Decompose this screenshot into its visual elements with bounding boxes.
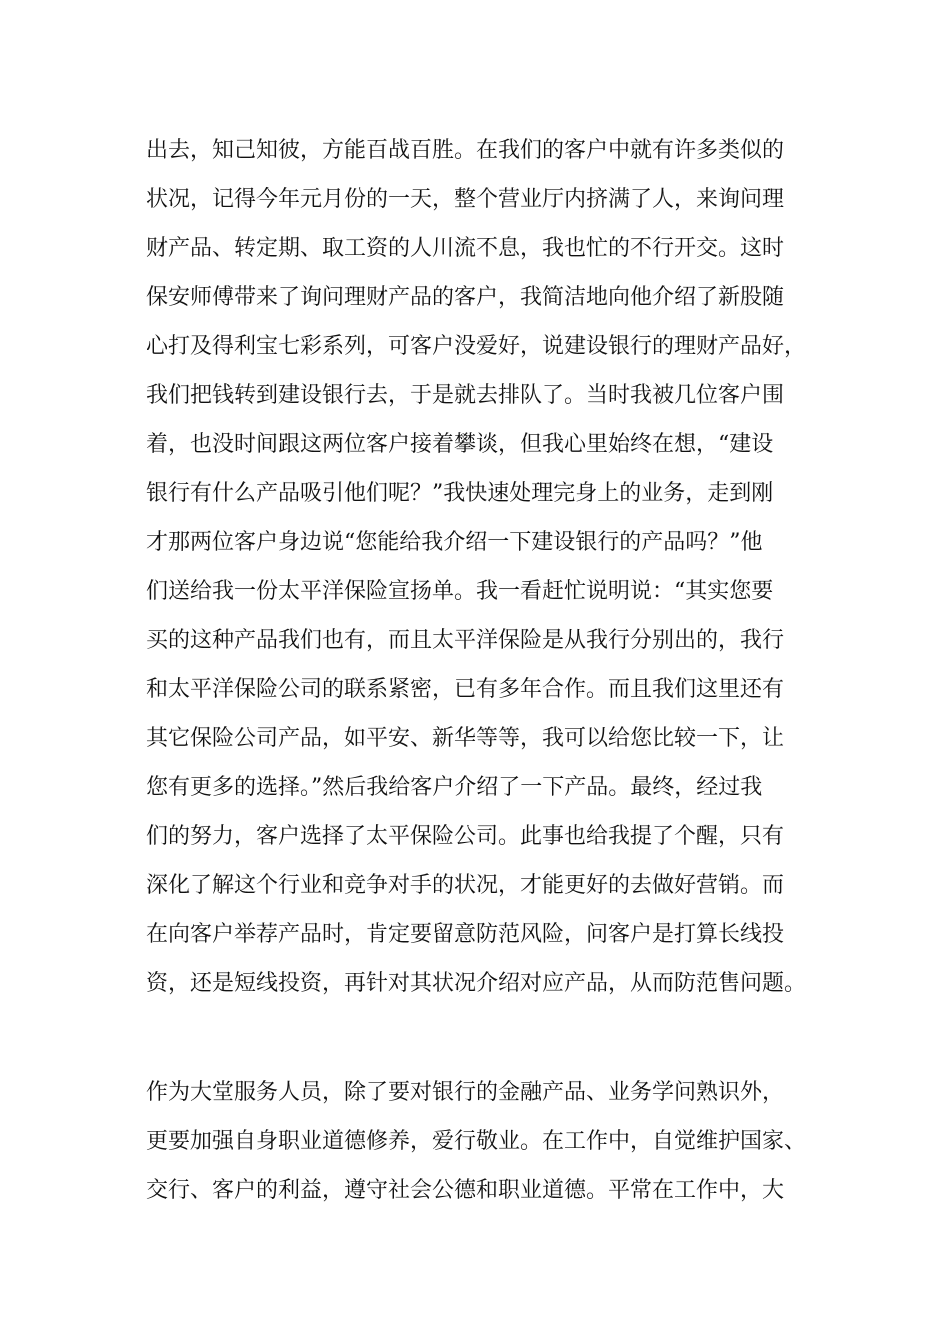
text-line: 更要加强自身职业道德修养，爱行敬业。在工作中，自觉维护国家、 (146, 1129, 807, 1154)
text-line: 资，还是短线投资，再针对其状况介绍对应产品，从而防范售问题。 (146, 971, 807, 996)
text-line: 其它保险公司产品，如平安、新华等等，我可以给您比较一下，让 (146, 726, 785, 751)
text-line: 您有更多的选择。”然后我给客户介绍了一下产品。最终，经过我 (146, 775, 763, 800)
text-line: 保安师傅带来了询问理财产品的客户，我简洁地向他介绍了新股随 (146, 285, 785, 310)
text-line: 买的这种产品我们也有，而且太平洋保险是从我行分别出的，我行 (146, 628, 785, 653)
text-line: 作为大堂服务人员，除了要对银行的金融产品、业务学问熟识外， (146, 1080, 785, 1105)
text-line: 深化了解这个行业和竞争对手的状况，才能更好的去做好营销。而 (146, 873, 785, 898)
text-line: 银行有什么产品吸引他们呢？”我快速处理完身上的业务，走到刚 (146, 481, 774, 506)
text-line: 交行、客户的利益，遵守社会公德和职业道德。平常在工作中，大 (146, 1178, 785, 1203)
text-line: 我们把钱转到建设银行去，于是就去排队了。当时我被几位客户围 (146, 383, 785, 408)
text-line: 们的努力，客户选择了太平保险公司。此事也给我提了个醒，只有 (146, 824, 785, 849)
text-line: 们送给我一份太平洋保险宣扬单。我一看赶忙说明说：“其实您要 (146, 579, 774, 604)
text-line: 状况，记得今年元月份的一天，整个营业厅内挤满了人，来询问理 (146, 187, 785, 212)
text-line: 才那两位客户身边说“您能给我介绍一下建设银行的产品吗？”他 (146, 530, 763, 555)
text-line: 和太平洋保险公司的联系紧密，已有多年合作。而且我们这里还有 (146, 677, 785, 702)
text-line: 着，也没时间跟这两位客户接着攀谈，但我心里始终在想，“建设 (146, 432, 774, 457)
text-line: 心打及得利宝七彩系列，可客户没爱好，说建设银行的理财产品好， (146, 334, 807, 359)
text-line: 财产品、转定期、取工资的人川流不息，我也忙的不行开交。这时 (146, 236, 785, 261)
text-line: 在向客户举荐产品时，肯定要留意防范风险，问客户是打算长线投 (146, 922, 785, 947)
text-line: 出去，知己知彼，方能百战百胜。在我们的客户中就有许多类似的 (146, 138, 785, 163)
